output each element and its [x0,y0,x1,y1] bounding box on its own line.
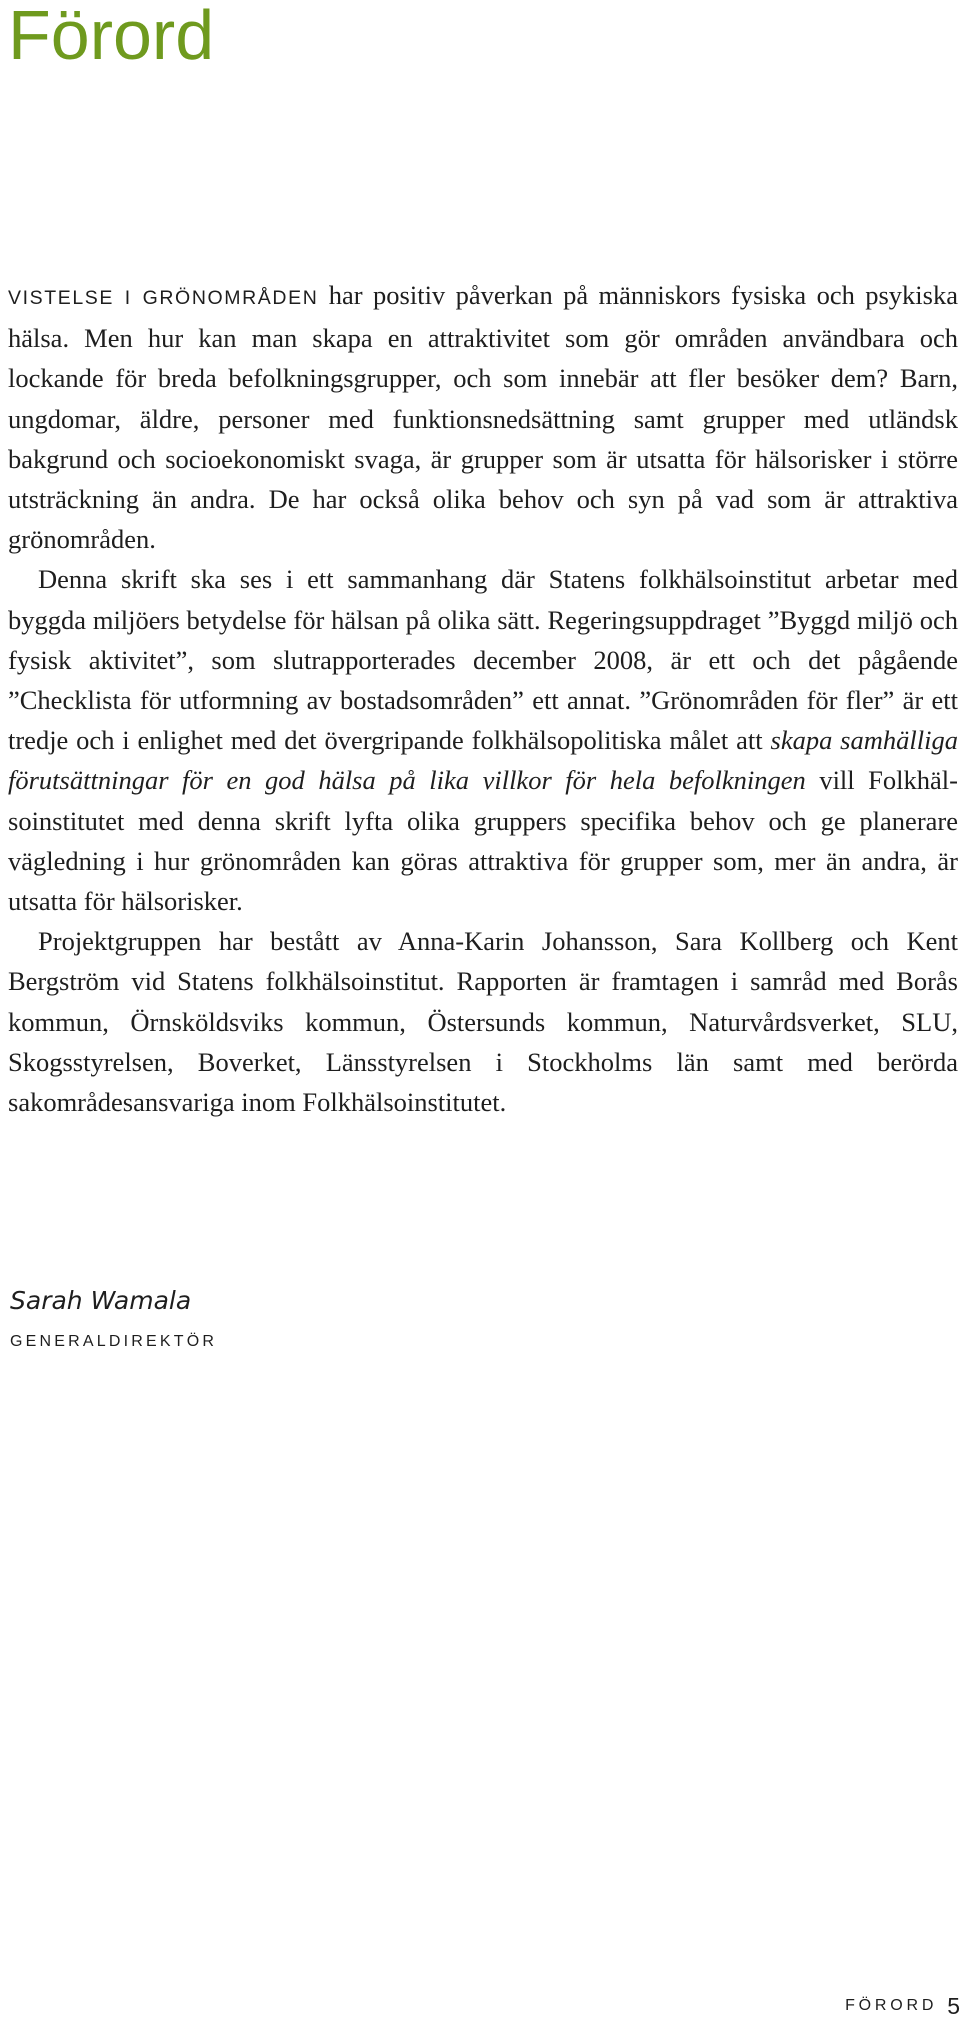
paragraph-1 [8,275,958,559]
signer-title: GENERALDIREKTÖR [10,1333,218,1350]
paragraph-2 [8,559,958,921]
preface-body [8,275,958,1122]
paragraph-3 [8,921,958,1122]
paragraph-2-text-start: Denna skrift ska ses i ett sammanhang där Statens folkhälsoinstitut arbetar med byggda miljöers betydelse för hälsan på olika sätt. Regeringsuppdraget ”Byggd miljö och fysisk aktivitet”, som slutrapporterades december 2008, är ett och det pågående ”Checklista för utformning av bostadsområden” ett annat. ”Grönområden för fler” är ett tredje och i enlighet med det övergripande folkhälsopolitiska målet att [8,564,958,756]
page-title: Förord [8,0,215,74]
paragraph-1-text: har positiv påverkan på människors fysiska och psykiska hälsa. Men hur kan man skapa en attraktivitet som gör områden användbara och lockande för breda befolkningsgrupper, och som innebär att fler besöker dem? Barn, ungdomar, äldre, personer med funktionsnedsättning samt grupper med utländsk bakgrund och socioekonomiskt svaga, är grupper som är utsatta för hälsorisker i större utsträckning än andra. De har också olika behov och syn på vad som är attraktiva grönområden. [8,280,958,555]
signature-name: Sarah Wamala [10,1286,192,1315]
paragraph-3-text: Projektgruppen har bestått av Anna-Karin Johansson, Sara Kollberg och Kent Bergström vid Statens folkhälsoinstitut. Rapporten är framtagen i samråd med Borås kommun, Örnsköldsviks kommun, Östersunds kommun, Naturvårdsverket, SLU, Skogsstyrelsen, Boverket, Länsstyrelsen i Stockholms län samt med berörda sakområdesansvariga inom Folkhälsoinstitutet. [8,926,958,1118]
paragraph-2-text-end: vill Folkhälsoinstitutet med denna skrift lyfta olika gruppers specifika behov och ge planerare vägledning i hur grönområden kan göras attraktiva för grupper som, mer än andra, är utsatta för hälsorisker. [8,765,958,917]
page-footer [845,1993,960,2019]
page-number: 5 [947,1993,960,2019]
footer-section-label: FÖRORD [845,1997,938,2014]
lead-in-small-caps: VISTELSE I GRÖNOMRÅDEN [8,287,319,309]
paragraph-2-emphasis: skapa samhälliga förutsättningar för en god hälsa på lika villkor för hela befolkningen [8,725,958,796]
